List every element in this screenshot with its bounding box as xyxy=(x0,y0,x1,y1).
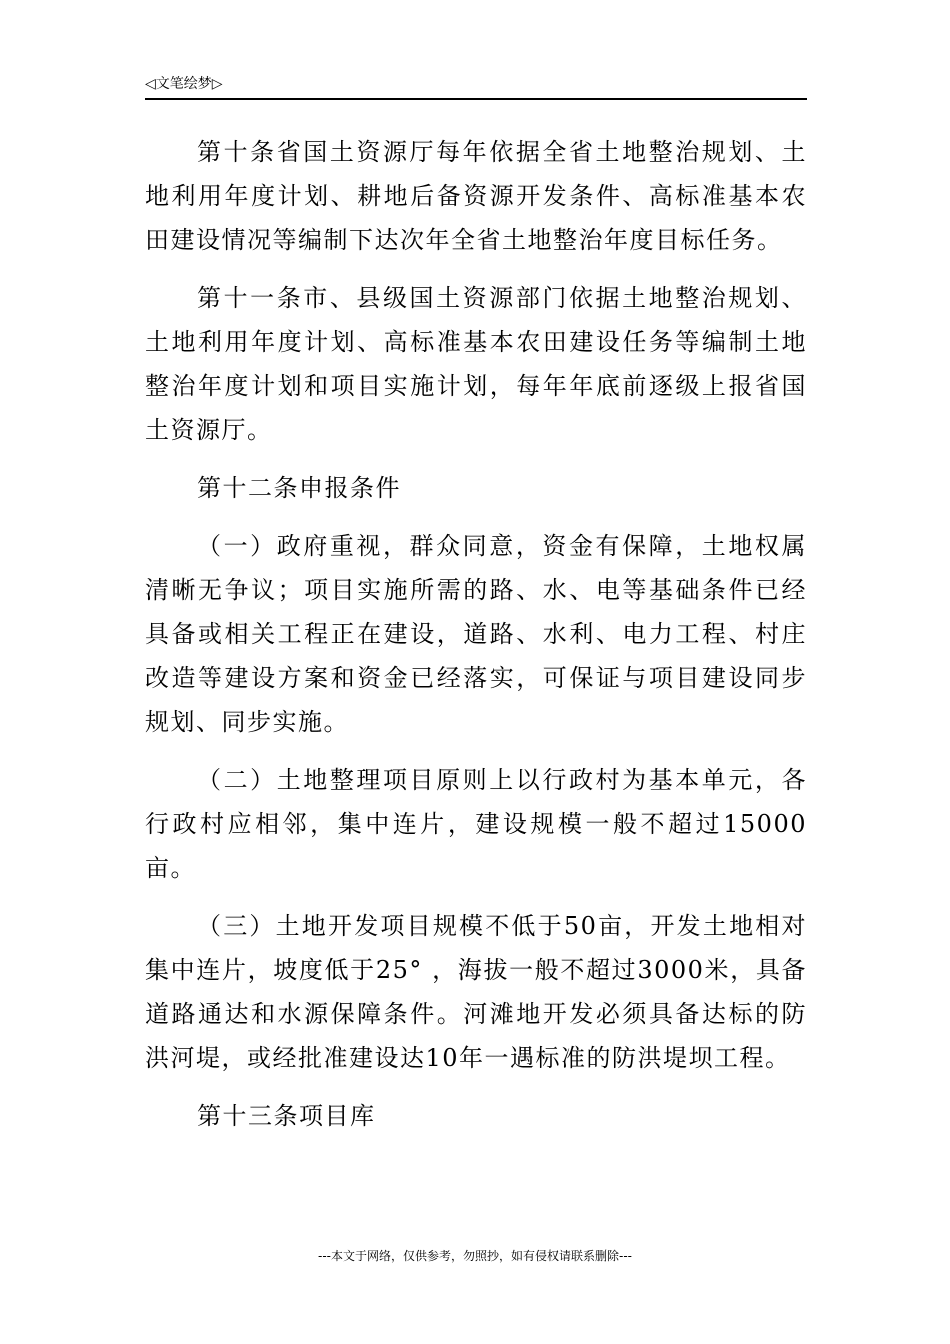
article-12-heading: 第十二条申报条件 xyxy=(197,474,401,502)
article-13-heading: 第十三条项目库 xyxy=(197,1102,376,1130)
condition-1-paragraph: （一）政府重视，群众同意，资金有保障，土地权属清晰无争议；项目实施所需的路、水、电等基础条件已经具备或相关工程正在建设，道路、水利、电力工程、村庄改造等建设方案和资金已经落实，可保证与项目建设同步规划、同步实施。 xyxy=(145,532,807,736)
condition-3-paragraph: （三）土地开发项目规模不低于50亩，开发土地相对集中连片，坡度低于25° ，海拔一般不超过3000米，具备道路通达和水源保障条件。河滩地开发必须具备达标的防洪河堤，或经批准建设达10年一遇标准的防洪堤坝工程。 xyxy=(145,912,807,1072)
condition-2-paragraph: （二）土地整理项目原则上以行政村为基本单元，各行政村应相邻，集中连片，建设规模一般不超过15000亩。 xyxy=(145,766,807,882)
page-header xyxy=(145,74,807,100)
document-body xyxy=(145,130,807,1152)
article-10-paragraph: 第十条省国土资源厅每年依据全省土地整治规划、土地利用年度计划、耕地后备资源开发条件、高标准基本农田建设情况等编制下达次年全省土地整治年度目标任务。 xyxy=(145,138,807,254)
article-11-paragraph: 第十一条市、县级国土资源部门依据土地整治规划、土地利用年度计划、高标准基本农田建设任务等编制土地整治年度计划和项目实施计划，每年年底前逐级上报省国土资源厅。 xyxy=(145,284,807,444)
footer-disclaimer: ---本文于网络，仅供参考，勿照抄，如有侵权请联系删除--- xyxy=(318,1249,632,1263)
header-logo-text: ◁文笔绘梦▷ xyxy=(145,76,223,92)
